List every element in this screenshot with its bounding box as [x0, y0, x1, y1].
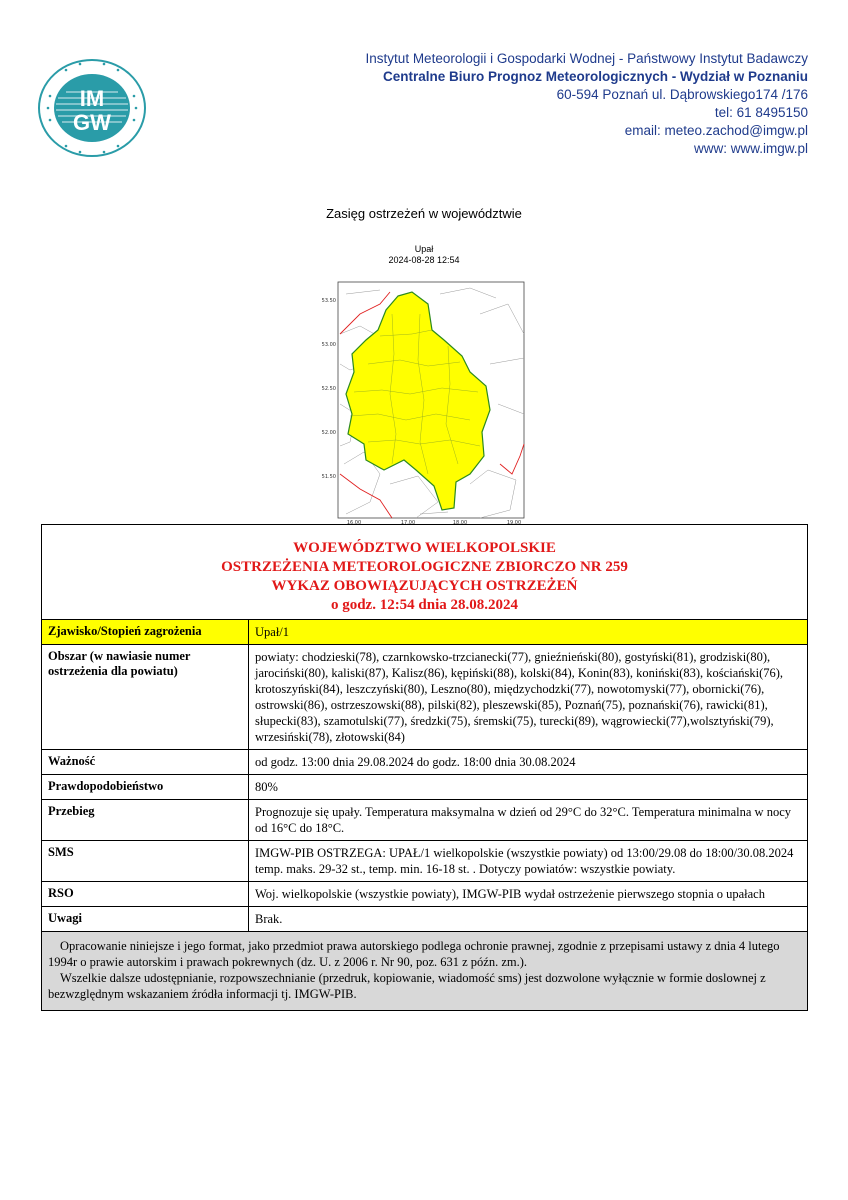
lat-tick: 51.50 [321, 474, 336, 480]
copyright-note [42, 932, 808, 1011]
hazard-value: Upał/1 [249, 620, 808, 645]
lon-tick: 19.00 [506, 520, 522, 526]
validity-label: Ważność [42, 750, 249, 775]
sms-row [42, 841, 808, 882]
imgw-logo [36, 58, 148, 158]
bureau-name: Centralne Biuro Prognoz Meteorologicznych - Wydział w Poznaniu [382, 69, 808, 84]
hazard-row [42, 620, 808, 645]
area-row [42, 645, 808, 750]
logo-text-top: IM [79, 86, 105, 111]
hazard-label: Zjawisko/Stopień zagrożenia [42, 620, 249, 645]
probability-row [42, 775, 808, 800]
lon-tick: 17.00 [400, 520, 416, 526]
sms-value: IMGW-PIB OSTRZEGA: UPAŁ/1 wielkopolskie (wszystkie powiaty) od 13:00/29.08 do 18:00/30.08.2024 temp. maks. 29-32 st., temp. min. 16-18 st. . Dotyczy powiatów: wszystkie powiaty. [249, 841, 808, 882]
sms-label: SMS [42, 841, 249, 882]
bulletin-issue-time: o godz. 12:54 dnia 28.08.2024 [330, 597, 519, 613]
map-timestamp: 2024-08-28 12:54 [388, 255, 460, 265]
remarks-value: Brak. [249, 907, 808, 932]
bulletin-title [42, 525, 808, 620]
address: 60-594 Poznań ul. Dąbrowskiego174 /176 [556, 87, 808, 102]
remarks-row [42, 907, 808, 932]
bulletin-region: WOJEWÓDZTWO WIELKOPOLSKIE [293, 540, 556, 556]
bulletin-list-heading: WYKAZ OBOWIĄZUJĄCYCH OSTRZEŻEŃ [271, 578, 578, 594]
warning-map [320, 274, 532, 526]
lat-tick: 52.50 [321, 386, 336, 392]
bulletin-number: OSTRZEŻENIA METEOROLOGICZNE ZBIORCZO NR 259 [221, 559, 628, 575]
map-caption [0, 244, 848, 266]
copyright-paragraph: Opracowanie niniejsze i jego format, jako przedmiot prawa autorskiego podlega ochronie prawnej, zgodnie z przepisami ustawy z dnia 4 lutego 1994r o prawie autorskim i prawach pokrewnych (dz. U. z 2006 r. Nr 90, poz. 631 z późn. zm.). [48, 939, 780, 969]
lon-tick: 18.00 [452, 520, 468, 526]
course-value: Prognozuje się upały. Temperatura maksymalna w dzień od 29°C do 32°C. Temperatura minimalna w nocy od 16°C do 18°C. [249, 800, 808, 841]
lat-tick: 53.50 [321, 298, 336, 304]
website[interactable]: www: www.imgw.pl [693, 141, 808, 156]
institute-name: Instytut Meteorologii i Gospodarki Wodnej - Państwowy Instytut Badawczy [365, 51, 808, 66]
rso-row [42, 882, 808, 907]
redistribution-paragraph: Wszelkie dalsze udostępnianie, rozpowszechnianie (przedruk, kopiowanie, wiadomość sms) jest dozwolone wyłącznie w formie doslownej z bezwzględnym wskazaniem źródła informacji tj. IMGW-PIB. [48, 971, 766, 1001]
probability-label: Prawdopodobieństwo [42, 775, 249, 800]
course-label: Przebieg [42, 800, 249, 841]
validity-row [42, 750, 808, 775]
copyright-row [42, 932, 808, 1011]
lat-tick: 53.00 [321, 342, 336, 348]
area-value: powiaty: chodzieski(78), czarnkowsko-trzcianecki(77), gnieźnieński(80), gostyński(81), grodziski(80), jarociński(80), kaliski(87), Kalisz(86), kępiński(88), kolski(84), Konin(83), koniński(83), kościański(76), krotoszyński(84), leszczyński(80), Leszno(80), międzychodzki(77), nowotomyski(77), obornicki(76), ostrowski(86), ostrzeszowski(88), pilski(82), pleszewski(85), Poznań(75), poznański(76), rawicki(81), słupecki(83), szamotulski(77), średzki(75), śremski(75), turecki(89), wągrowiecki(77),wolsztyński(79), wrzesiński(78), złotowski(84) [249, 645, 808, 750]
email[interactable]: email: meteo.zachod@imgw.pl [624, 123, 808, 138]
validity-value: od godz. 13:00 dnia 29.08.2024 do godz. 18:00 dnia 30.08.2024 [249, 750, 808, 775]
logo-text-bottom: GW [73, 110, 111, 135]
probability-value: 80% [249, 775, 808, 800]
warning-table [41, 524, 808, 1011]
lat-tick: 52.00 [321, 430, 336, 436]
rso-value: Woj. wielkopolskie (wszystkie powiaty), IMGW-PIB wydał ostrzeżenie pierwszego stopnia o upałach [249, 882, 808, 907]
institute-header [366, 50, 808, 158]
area-label: Obszar (w nawiasie numer ostrzeżenia dla powiatu) [42, 645, 249, 750]
phone: tel: 61 8495150 [714, 105, 808, 120]
map-phenomenon: Upał [414, 244, 434, 254]
course-row [42, 800, 808, 841]
remarks-label: Uwagi [42, 907, 249, 932]
rso-label: RSO [42, 882, 249, 907]
lon-tick: 16.00 [346, 520, 362, 526]
map-section-title: Zasięg ostrzeżeń w województwie [326, 206, 522, 221]
